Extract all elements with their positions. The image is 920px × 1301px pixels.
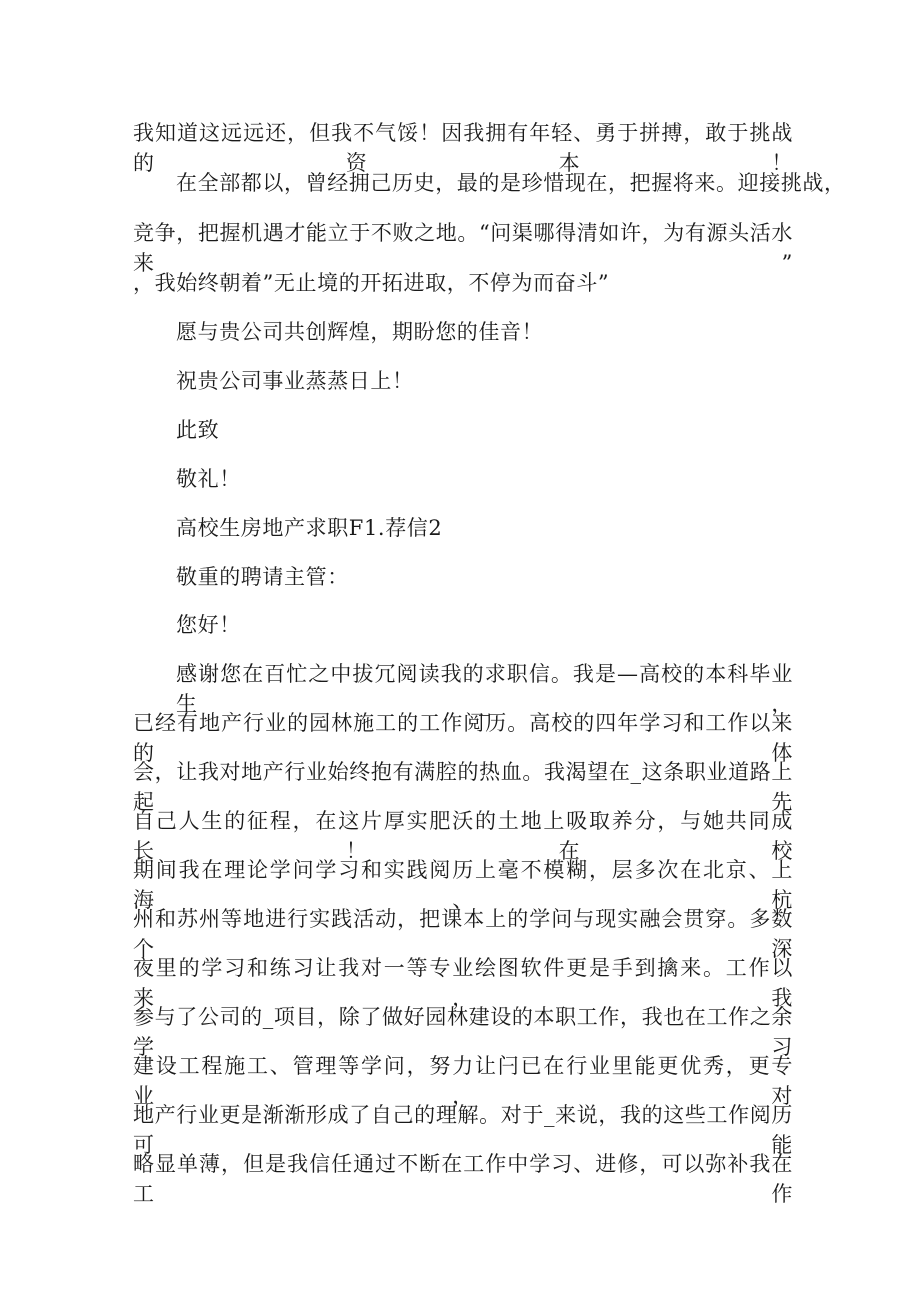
paragraph-line: 略显单薄，但是我信任通过不断在工作中学习、进修，可以弥补我在工作 bbox=[133, 1152, 793, 1206]
paragraph-line: 期间我在理论学问学习和实践阅历上毫不模糊，层多次在北京、上海、杭 bbox=[133, 858, 793, 912]
paragraph-line: ，我始终朝着”无止境的开拓进取，不停为而奋斗” bbox=[133, 271, 610, 295]
paragraph-line: 自己人生的征程，在这片厚实肥沃的土地上吸取养分，与她共同成长！在校 bbox=[133, 809, 793, 863]
letter-title: 高校生房地产求职F1.荐信2 bbox=[176, 516, 443, 540]
letter-greeting: 敬重的聘请主管： bbox=[176, 565, 349, 589]
paragraph-line: 感谢您在百忙之中拔冗阅读我的求职信。我是—高校的本科毕业生_， bbox=[176, 662, 793, 716]
paragraph-line: 夜里的学习和练习让我对一等专业绘图软件更是手到擒来。工作以来，我 bbox=[133, 956, 793, 1010]
letter-greeting: 您好！ bbox=[176, 613, 241, 637]
closing-wish-line: 愿与贵公司共创辉煌，期盼您的佳音！ bbox=[176, 320, 544, 344]
salutation-closing: 敬礼！ bbox=[176, 467, 241, 491]
closing-wish-line: 祝贵公司事业蒸蒸日上！ bbox=[176, 369, 414, 393]
paragraph-line: 会，让我对地产行业始终抱有满腔的热血。我渴望在_这条职业道路上起先 bbox=[133, 760, 793, 814]
salutation-closing: 此致 bbox=[176, 418, 220, 442]
paragraph-line: 州和苏州等地进行实践活动，把课本上的学问与现实融会贯穿。多数个深 bbox=[133, 907, 793, 961]
paragraph-line: 地产行业更是渐渐形成了自己的理解。对于_来说，我的这些工作阅历可能 bbox=[133, 1103, 793, 1157]
paragraph-line: 竞争，把握机遇才能立于不败之地。“问渠哪得清如许，为有源头活水来” bbox=[133, 221, 793, 275]
paragraph-line: 在全部都以，曾经拥己历史，最的是珍惜现在，把握将来。迎接挑战， bbox=[176, 171, 846, 195]
paragraph-line: 我知道这远远还，但我不气馁！因我拥有年轻、勇于拼搏，敢于挑战的资本！ bbox=[133, 121, 793, 175]
paragraph-line: 建设工程施工、管理等学问，努力让闩已在行业里能更优秀，更专业，对 bbox=[133, 1054, 793, 1108]
paragraph-line: 参与了公司的_项目，除了做好园林建设的本职工作，我也在工作之余学习 bbox=[133, 1005, 793, 1059]
paragraph-line: 已经有地产行业的园林施工的工作阅历。高校的四年学习和工作以来的体 bbox=[133, 711, 793, 765]
